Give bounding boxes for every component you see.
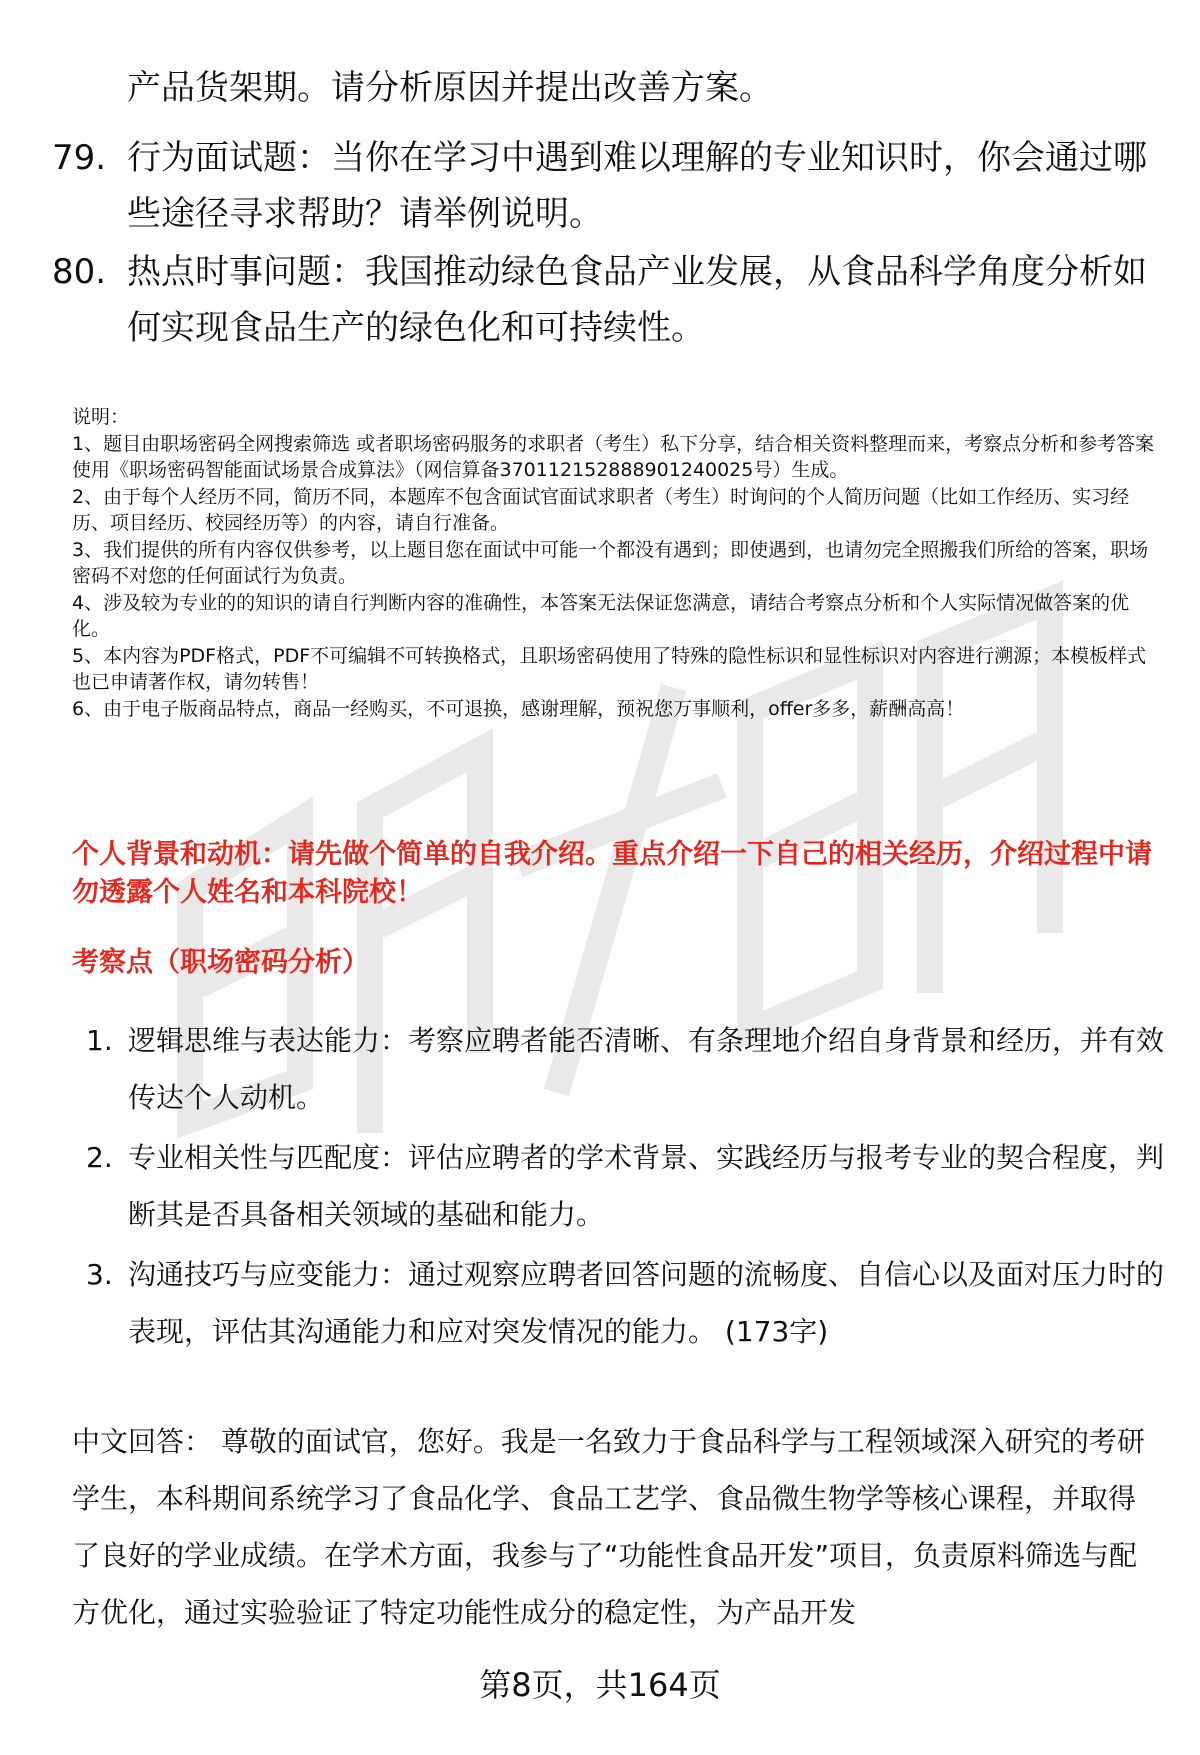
question-text: 热点时事问题：我国推动绿色食品产业发展，从食品科学角度分析如何实现食品生产的绿色化和可持续性。 xyxy=(127,252,1147,348)
point-item xyxy=(72,1246,1172,1360)
question-continuation: 产品货架期。请分析原因并提出改善方案。 xyxy=(127,68,773,108)
note-item: 1、题目由职场密码全网搜索筛选 或者职场密码服务的求职者（考生）私下分享，结合相关资料整理而来，考察点分析和参考答案使用《职场密码智能面试场景合成算法》（网信算备370112152888901240025号）生成。 xyxy=(72,432,1155,481)
points-title: 考察点（职场密码分析） xyxy=(72,947,369,978)
point-number: 1. xyxy=(86,1024,113,1057)
point-number: 3. xyxy=(86,1258,113,1291)
point-text: 逻辑思维与表达能力：考察应聘者能否清晰、有条理地介绍自身背景和经历，并有效传达个人动机。 xyxy=(128,1024,1165,1114)
note-item: 5、本内容为PDF格式，PDF不可编辑不可转换格式，且职场密码使用了特殊的隐性标识和显性标识对内容进行溯源；本模板样式也已申请著作权，请勿转售！ xyxy=(72,644,1147,693)
point-number: 2. xyxy=(86,1141,113,1174)
question-79 xyxy=(52,130,1162,242)
note-item: 4、涉及较为专业的的知识的请自行判断内容的准确性，本答案无法保证您满意，请结合考察点分析和个人实际情况做答案的优化。 xyxy=(72,591,1130,640)
page-footer: 第8页，共164页 xyxy=(479,1666,721,1704)
question-number: 80. xyxy=(52,252,107,292)
question-number: 79. xyxy=(52,138,107,178)
note-item: 6、由于电子版商品特点，商品一经购买，不可退换，感谢理解，预祝您万事顺利，offer多多，薪酬高高！ xyxy=(72,697,965,720)
notes-title: 说明： xyxy=(72,406,130,428)
note-item: 3、我们提供的所有内容仅供参考，以上题目您在面试中可能一个都没有遇到；即使遇到，也请勿完全照搬我们所给的答案，职场密码不对您的任何面试行为负责。 xyxy=(72,538,1149,587)
question-text: 行为面试题：当你在学习中遇到难以理解的专业知识时，你会通过哪些途径寻求帮助？请举例说明。 xyxy=(127,138,1147,234)
note-item: 2、由于每个人经历不同，简历不同，本题库不包含面试官面试求职者（考生）时询问的个人简历问题（比如工作经历、实习经历、项目经历、校园经历等）的内容，请自行准备。 xyxy=(72,485,1130,534)
notes-section xyxy=(72,404,1162,722)
question-80 xyxy=(52,244,1162,356)
point-item xyxy=(72,1129,1172,1243)
point-text: 沟通技巧与应变能力：通过观察应聘者回答问题的流畅度、自信心以及面对压力时的表现，评估其沟通能力和应对突发情况的能力。 (173字) xyxy=(128,1258,1165,1348)
point-text: 专业相关性与匹配度：评估应聘者的学术背景、实践经历与报考专业的契合程度，判断其是否具备相关领域的基础和能力。 xyxy=(128,1141,1165,1231)
points-list xyxy=(72,1012,1172,1363)
section-title: 个人背景和动机：请先做个简单的自我介绍。重点介绍一下自己的相关经历，介绍过程中请勿透露个人姓名和本科院校！ xyxy=(72,839,1152,908)
answer-paragraph: 中文回答： 尊敬的面试官，您好。我是一名致力于食品科学与工程领域深入研究的考研学生，本科期间系统学习了食品化学、食品工艺学、食品微生物学等核心课程，并取得了良好的学业成绩。在学术方面，我参与了“功能性食品开发”项目，负责原料筛选与配方优化，通过实验验证了特定功能性成分的稳定性，为产品开发 xyxy=(72,1425,1145,1629)
point-item xyxy=(72,1012,1172,1126)
